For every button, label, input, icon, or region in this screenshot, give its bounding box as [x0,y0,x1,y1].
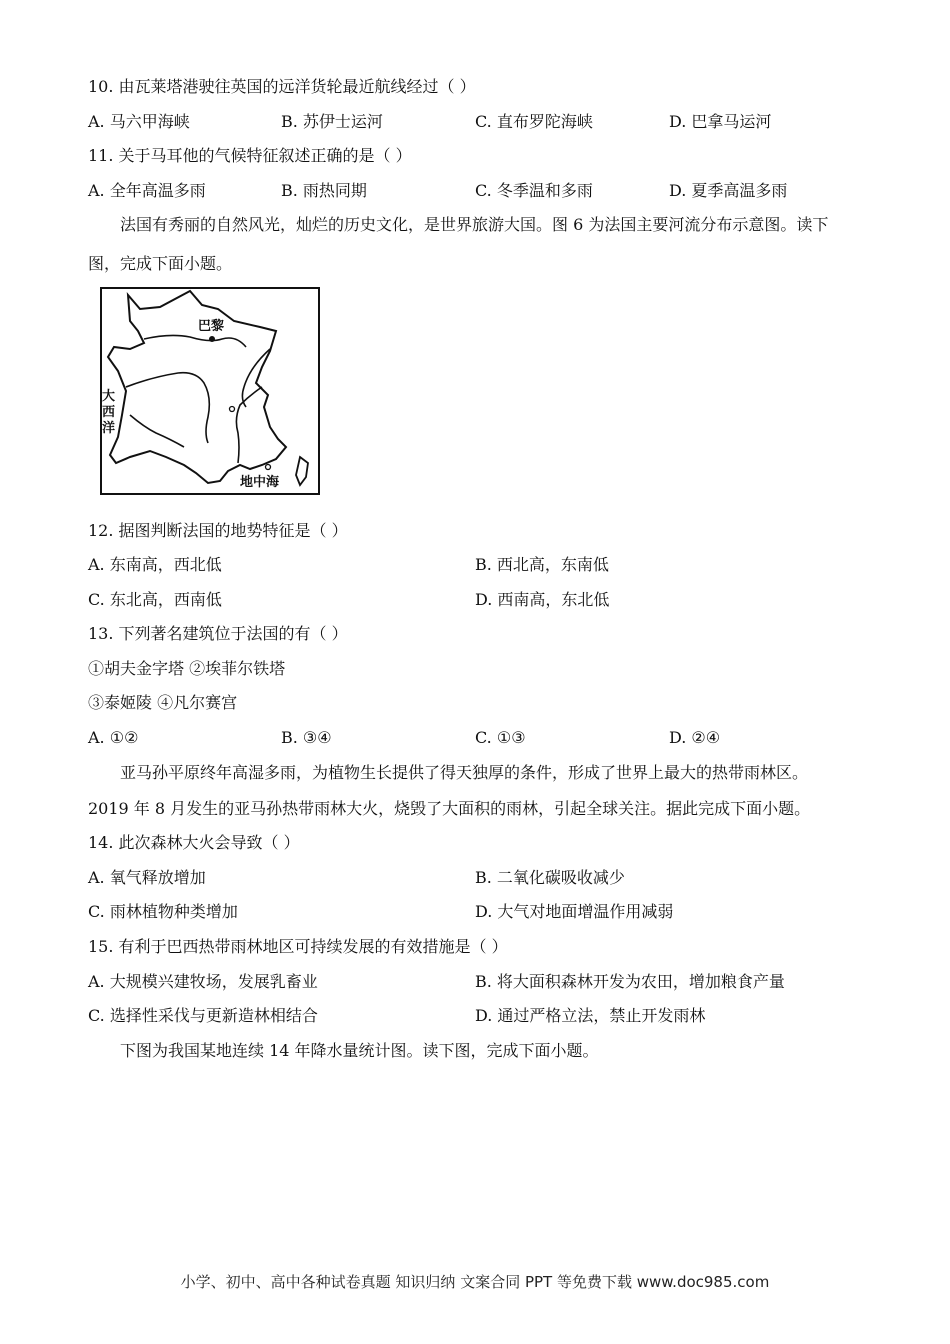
q10-option-a: A. 马六甲海峡 [88,112,190,131]
q14-option-a: A. 氧气释放增加 [88,868,206,887]
q13-option-b: B. ③④ [281,728,332,747]
amazon-intro-line2: 2019 年 8 月发生的亚马孙热带雨林大火，烧毁了大面积的雨林，引起全球关注。据此完成下面小题。 [88,799,811,818]
q12-stem: 12. 据图判断法国的地势特征是（ ） [88,521,348,540]
rain-intro: 下图为我国某地连续 14 年降水量统计图。读下图，完成下面小题。 [120,1041,599,1060]
q14-stem: 14. 此次森林大火会导致（ ） [88,833,300,852]
q11-option-a: A. 全年高温多雨 [88,181,206,200]
q10-option-c: C. 直布罗陀海峡 [475,112,593,131]
france-intro-line2: 图，完成下面小题。 [88,254,233,273]
q14-option-c: C. 雨林植物种类增加 [88,902,238,921]
q13-stem: 13. 下列著名建筑位于法国的有（ ） [88,624,348,643]
q14-option-d: D. 大气对地面增温作用减弱 [475,902,674,921]
q13-items-2: ③泰姬陵 ④凡尔赛宫 [88,693,238,712]
q12-option-c: C. 东北高，西南低 [88,590,222,609]
q15-option-d: D. 通过严格立法，禁止开发雨林 [475,1006,706,1025]
france-river-map [100,287,320,495]
q10-option-b: B. 苏伊士运河 [281,112,383,131]
q11-stem: 11. 关于马耳他的气候特征叙述正确的是（ ） [88,146,412,165]
q10-stem: 10. 由瓦莱塔港驶往英国的远洋货轮最近航线经过（ ） [88,77,476,96]
q11-option-d: D. 夏季高温多雨 [669,181,788,200]
map-label-paris: 巴黎 [198,319,225,334]
q10-option-d: D. 巴拿马运河 [669,112,772,131]
q15-option-a: A. 大规模兴建牧场，发展乳畜业 [88,972,318,991]
q13-option-a: A. ①② [88,728,139,747]
q14-option-b: B. 二氧化碳吸收减少 [475,868,625,887]
paris-dot [209,336,215,342]
q12-option-a: A. 东南高，西北低 [88,555,222,574]
q13-option-d: D. ②④ [669,728,721,747]
q13-items-1: ①胡夫金字塔 ②埃菲尔铁塔 [88,659,286,678]
map-label-mediterranean: 地中海 [240,475,280,490]
page-footer: 小学、初中、高中各种试卷真题 知识归纳 文案合同 PPT 等免费下载 www.doc985.com [180,1273,770,1291]
q12-option-d: D. 西南高，东北低 [475,590,610,609]
map-label-atlantic: 大西洋 [102,389,116,436]
france-intro-line1: 法国有秀丽的自然风光，灿烂的历史文化，是世界旅游大国。图 6 为法国主要河流分布示意图。读下 [120,215,829,234]
q13-option-c: C. ①③ [475,728,526,747]
q15-option-c: C. 选择性采伐与更新造林相结合 [88,1006,318,1025]
q11-option-c: C. 冬季温和多雨 [475,181,593,200]
q12-option-b: B. 西北高，东南低 [475,555,609,574]
amazon-intro-line1: 亚马孙平原终年高湿多雨，为植物生长提供了得天独厚的条件，形成了世界上最大的热带雨林区。 [120,763,809,782]
q11-option-b: B. 雨热同期 [281,181,367,200]
q15-stem: 15. 有利于巴西热带雨林地区可持续发展的有效措施是（ ） [88,937,508,956]
q15-option-b: B. 将大面积森林开发为农田，增加粮食产量 [475,972,785,991]
